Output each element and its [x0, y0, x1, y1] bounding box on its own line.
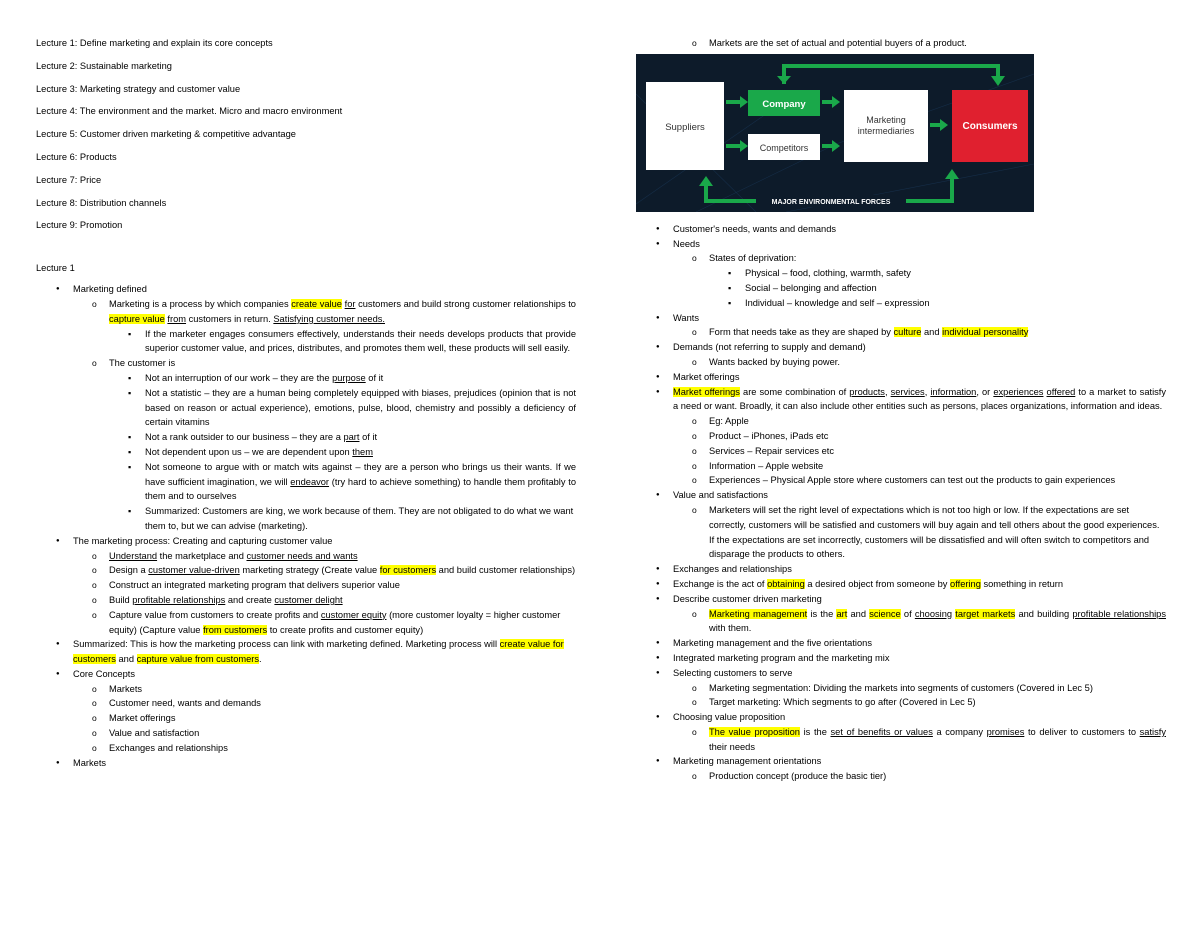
list-item: ▪ Not a statistic – they are a human being completely equipped with biases, prejudices (opinion that is not based on reason or actual experience), emotions, pulse, blood, chemistry and possibly a deficiency of certain vitamins [36, 386, 576, 430]
list-item: ● Exchanges and relationships [636, 562, 1166, 577]
list-item: ● The marketing process: Creating and capturing customer value [36, 534, 576, 549]
company-label: Company [762, 98, 806, 110]
list-item: o Design a customer value-driven marketing strategy (Create value for customers and build customer relationships) [36, 563, 576, 578]
toc-lecture-8[interactable]: Lecture 8: Distribution channels [36, 197, 167, 208]
list-item: o Markets are the set of actual and potential buyers of a product. [636, 36, 1166, 51]
consumers-label: Consumers [962, 120, 1018, 132]
competitors-label: Competitors [759, 142, 809, 153]
list-item: o Production concept (produce the basic tier) [636, 769, 1166, 784]
list-item: o Eg: Apple [636, 414, 1166, 429]
list-item: o Wants backed by buying power. [636, 355, 1166, 370]
right-column [636, 36, 1166, 784]
list-item: ● Core Concepts [36, 667, 576, 682]
list-item: o States of deprivation: [636, 251, 1166, 266]
list-item: o Value and satisfaction [36, 726, 576, 741]
list-item: ▪ Not someone to argue with or match wits against – they are a person who brings us their wants. If we have sufficient imagination, we will endeavor (try hard to achieve something) to handle them profitably to them and to ourselves [36, 460, 576, 504]
list-item: ▪ Summarized: Customers are king, we work because of them. They are not obligated to do what we want them to, but we can advise (marketing). [36, 504, 576, 534]
list-item: ● Marketing defined [36, 282, 576, 297]
list-item: o Market offerings [36, 711, 576, 726]
intermediaries-label-2: intermediaries [857, 125, 915, 136]
list-item: ● Customer's needs, wants and demands [636, 222, 1166, 237]
list-item: o Target marketing: Which segments to go after (Covered in Lec 5) [636, 695, 1166, 710]
list-item: o Markets [36, 682, 576, 697]
list-item: o Customer need, wants and demands [36, 696, 576, 711]
list-item: ▪ Physical – food, clothing, warmth, safety [636, 266, 1166, 281]
list-item: ● Market offerings [636, 370, 1166, 385]
toc-lecture-2[interactable]: Lecture 2: Sustainable marketing [36, 60, 172, 71]
list-item: ▪ Social – belonging and affection [636, 281, 1166, 296]
list-item: o Marketing is a process by which companies create value for customers and build strong customer relationships to capture value from customers in return. Satisfying customer needs. [36, 297, 576, 327]
list-item: ● Choosing value proposition [636, 710, 1166, 725]
list-item: o Experiences – Physical Apple store where customers can test out the products to gain experiences [636, 473, 1166, 488]
list-item: ● Exchange is the act of obtaining a desired object from someone by offering something in return [636, 577, 1166, 592]
list-item: ▪ Not dependent upon us – we are dependent upon them [36, 445, 576, 460]
toc-lecture-5[interactable]: Lecture 5: Customer driven marketing & competitive advantage [36, 129, 296, 140]
list-item: ● Demands (not referring to supply and demand) [636, 340, 1166, 355]
list-item: o Exchanges and relationships [36, 741, 576, 756]
list-item: o The value proposition is the set of benefits or values a company promises to deliver to customers to satisfy their needs [636, 725, 1166, 755]
markets-def-list [636, 36, 1166, 51]
marketing-environment-diagram [636, 54, 1034, 214]
toc-lecture-1[interactable]: Lecture 1: Define marketing and explain its core concepts [36, 38, 273, 48]
list-item: ● Marketing management and the five orientations [636, 636, 1166, 651]
intermediaries-label-1: Marketing [866, 114, 906, 125]
list-item: o Information – Apple website [636, 459, 1166, 474]
list-item: ● Market offerings are some combination of products, services, information, or experiences offered to a market to satisfy a need or want. Broadly, it can also include other entities such as persons, places organizations, information and ideas. [636, 385, 1166, 415]
list-item: o Build profitable relationships and create customer delight [36, 593, 576, 608]
list-item: ● Value and satisfactions [636, 488, 1166, 503]
list-item: o Construct an integrated marketing program that delivers superior value [36, 578, 576, 593]
list-item: ▪ Not a rank outsider to our business – they are a part of it [36, 430, 576, 445]
list-item: o The customer is [36, 356, 576, 371]
list-item: ▪ Individual – knowledge and self – expression [636, 296, 1166, 311]
toc-lecture-4[interactable]: Lecture 4: The environment and the market. Micro and macro environment [36, 106, 343, 117]
lecture-1-heading: Lecture 1 [36, 263, 75, 274]
list-item: o Product – iPhones, iPads etc [636, 429, 1166, 444]
toc-lecture-6[interactable]: Lecture 6: Products [36, 151, 117, 162]
list-item: o Capture value from customers to create profits and customer equity (more customer loyalty = higher customer equity) (Capture value from customers to create profits and customer equity) [36, 608, 576, 638]
list-item: o Marketing segmentation: Dividing the markets into segments of customers (Covered in Lec 5) [636, 681, 1166, 696]
list-item: ● Needs [636, 237, 1166, 252]
list-item: ● Summarized: This is how the marketing process can link with marketing defined. Marketing process will create value for customers and capture value from customers. [36, 637, 576, 667]
diagram-svg [636, 54, 1034, 212]
suppliers-label: Suppliers [665, 121, 705, 133]
toc-lecture-7[interactable]: Lecture 7: Price [36, 174, 102, 185]
list-item: ● Markets [36, 756, 576, 771]
toc-lecture-9[interactable]: Lecture 9: Promotion [36, 220, 123, 231]
lecture-1-right-list [636, 222, 1166, 784]
list-item: ● Integrated marketing program and the marketing mix [636, 651, 1166, 666]
list-item: ● Marketing management orientations [636, 754, 1166, 769]
list-item: ● Selecting customers to serve [636, 666, 1166, 681]
forces-label: MAJOR ENVIRONMENTAL FORCES [771, 198, 891, 206]
list-item: o Marketing management is the art and science of choosing target markets and building profitable relationships with them. [636, 607, 1166, 637]
list-item: o Marketers will set the right level of expectations which is not too high or low. If the expectations are set correctly, customers will be satisfied and customers will buy again and tell others about the good experiences. If the expectations are set incorrectly, customers will be dissatisfied and will often switch to competitors and disparage the products to others. [636, 503, 1166, 562]
list-item: o Understand the marketplace and customer needs and wants [36, 549, 576, 564]
list-item: o Form that needs take as they are shaped by culture and individual personality [636, 325, 1166, 340]
list-item: ▪ Not an interruption of our work – they are the purpose of it [36, 371, 576, 386]
left-column [36, 36, 576, 770]
list-item: ▪ If the marketer engages consumers effectively, understands their needs develops products that provide superior customer value, and prices, distributes, and promotes them well, these products will sell easily. [36, 327, 576, 357]
toc-lecture-3[interactable]: Lecture 3: Marketing strategy and customer value [36, 83, 241, 94]
list-item: o Services – Repair services etc [636, 444, 1166, 459]
list-item: ● Describe customer driven marketing [636, 592, 1166, 607]
list-item: ● Wants [636, 311, 1166, 326]
lecture-1-list [36, 282, 576, 770]
